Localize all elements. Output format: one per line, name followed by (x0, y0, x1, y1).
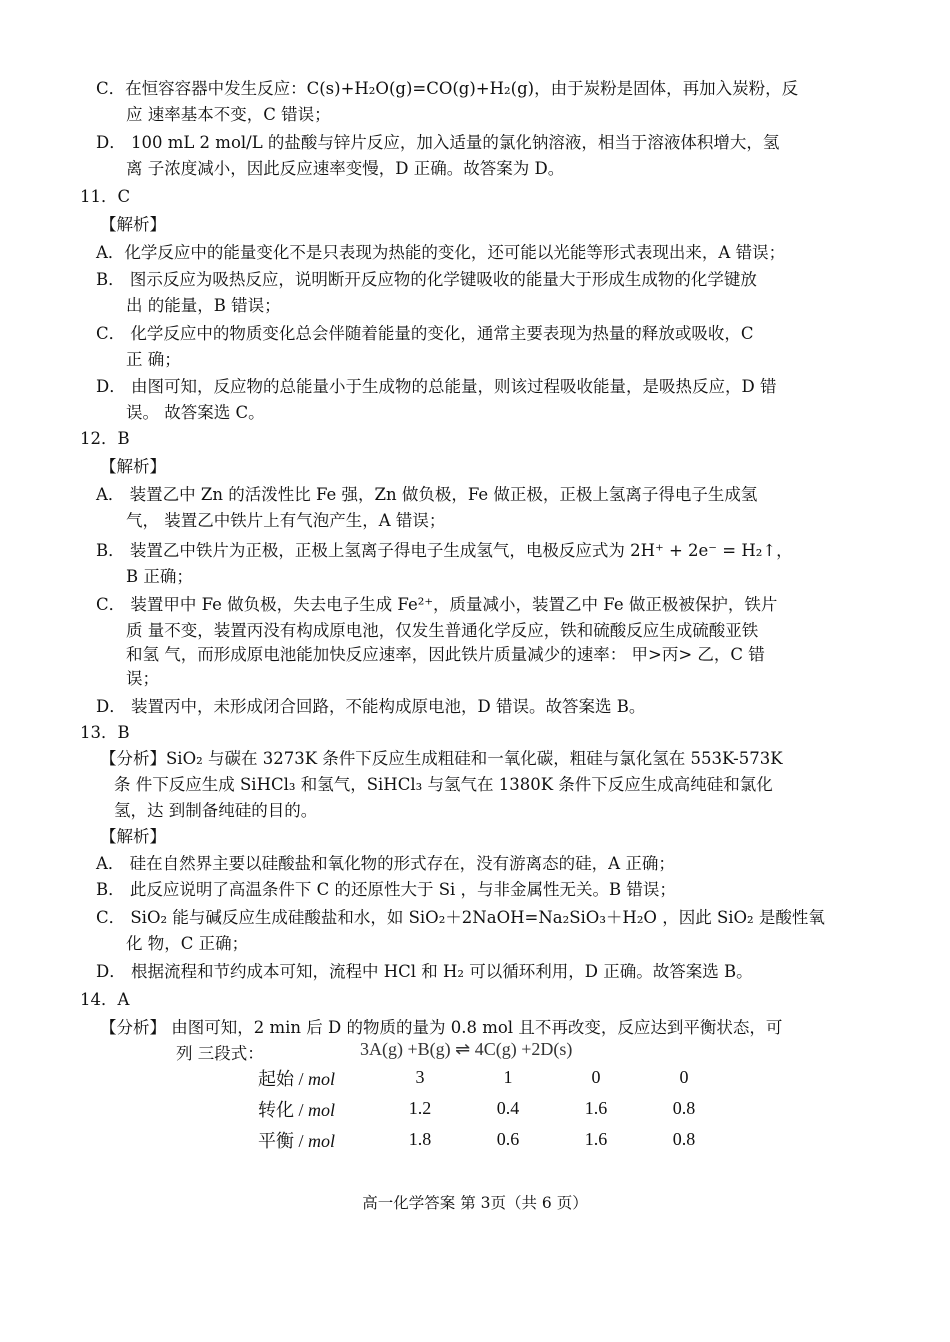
row-label: 平衡 / mol (258, 1130, 336, 1151)
q12-number: 12．B (80, 429, 130, 448)
table-cell: 0.8 (672, 1129, 696, 1149)
q12-option-c-cont4: 误； (126, 669, 159, 688)
q13-fenxi: 【分析】SiO₂ 与碳在 3273K 条件下反应生成粗硅和一氧化碳，粗硅与氯化氢在 553K-573K (100, 749, 783, 768)
row-label: 转化 / mol (258, 1099, 336, 1120)
q11-option-c: C． 化学反应中的物质变化总会伴随着能量的变化，通常主要表现为热量的释放或吸收，C (96, 324, 754, 343)
row-label: 起始 / mol (258, 1068, 336, 1089)
table-row (258, 1124, 728, 1155)
q11-jiexi-tag: 【解析】 (100, 215, 166, 234)
q13-option-a: A． 硅在自然界主要以硅酸盐和氧化物的形式存在，没有游离态的硅，A 正确； (96, 854, 675, 873)
table-cell: 0.6 (496, 1129, 520, 1149)
q10-option-c: C．在恒容容器中发生反应：C(s)+H₂O(g)=CO(g)+H₂(g)，由于炭粉是固体，再加入炭粉，反 (96, 79, 799, 98)
q13-option-c-cont: 化 物，C 正确； (126, 934, 249, 953)
table-row (258, 1093, 728, 1124)
q11-option-c-cont: 正 确； (126, 350, 181, 369)
q12-jiexi-tag: 【解析】 (100, 457, 166, 476)
q10-option-c-cont: 应 速率基本不变，C 错误； (126, 105, 331, 124)
q13-option-c: C． SiO₂ 能与碱反应生成硅酸盐和水，如 SiO₂＋2NaOH=Na₂SiO₃＋H₂O ，因此 SiO₂ 是酸性氧 (96, 908, 825, 927)
q11-option-d: D． 由图可知，反应物的总能量小于生成物的总能量，则该过程吸收能量，是吸热反应，D 错 (96, 377, 777, 396)
table-cell: 0 (679, 1067, 689, 1087)
q12-option-c-cont3: 和氢 气，而形成原电池能加快反应速率，因此铁片质量减少的速率： 甲>丙> 乙，C 错 (126, 645, 765, 664)
q11-option-b-cont: 出 的能量，B 错误； (126, 296, 281, 315)
q14-number: 14．A (80, 990, 130, 1009)
table-cell: 1.6 (584, 1129, 608, 1149)
q12-option-a: A． 装置乙中 Zn 的活泼性比 Fe 强，Zn 做负极，Fe 做正极，正极上氢离子得电子生成氢 (96, 485, 758, 504)
q11-option-a: A．化学反应中的能量变化不是只表现为热能的变化，还可能以光能等形式表现出来，A 错误； (96, 243, 786, 262)
q11-option-d-cont: 误。 故答案选 C。 (126, 403, 265, 422)
q12-option-c: C． 装置甲中 Fe 做负极，失去电子生成 Fe²⁺，质量减小，装置乙中 Fe 做正极被保护，铁片 (96, 595, 778, 614)
q12-option-d: D． 装置丙中，未形成闭合回路，不能构成原电池，D 错误。故答案选 B。 (96, 697, 646, 716)
q13-jiexi-tag: 【解析】 (100, 827, 166, 846)
q13-fenxi-cont2: 氢，达 到制备纯硅的目的。 (114, 801, 318, 820)
table-cell: 0 (591, 1067, 601, 1087)
q12-option-c-cont2: 质 量不变，装置丙没有构成原电池，仅发生普通化学反应，铁和硫酸反应生成硫酸亚铁 (126, 621, 759, 640)
table-cell: 1.2 (408, 1098, 432, 1118)
table-cell: 1.8 (408, 1129, 432, 1149)
table-cell: 0.4 (496, 1098, 520, 1118)
q14-equation: 3A(g) +B(g) ⇌ 4C(g) +2D(s) (360, 1039, 573, 1059)
q14-three-stage-table (258, 1062, 728, 1155)
table-cell: 0.8 (672, 1098, 696, 1118)
q10-option-d-cont: 离 子浓度减小，因此反应速率变慢，D 正确。故答案为 D。 (126, 159, 565, 178)
q13-option-d: D． 根据流程和节约成本可知，流程中 HCl 和 H₂ 可以循环利用，D 正确。故答案选 B。 (96, 962, 753, 981)
table-cell: 1 (503, 1067, 513, 1087)
q11-number: 11．C (80, 187, 131, 206)
q13-number: 13．B (80, 723, 130, 742)
q11-option-b: B． 图示反应为吸热反应，说明断开反应物的化学键吸收的能量大于形成生成物的化学键放 (96, 270, 757, 289)
table-cell: 3 (415, 1067, 425, 1087)
q12-option-a-cont: 气， 装置乙中铁片上有气泡产生，A 错误； (126, 511, 446, 530)
page-footer: 高一化学答案 第 3页（共 6 页） (362, 1194, 588, 1212)
q10-option-d: D． 100 mL 2 mol/L 的盐酸与锌片反应，加入适量的氯化钠溶液，相当于溶液体积增大，氢 (96, 133, 780, 152)
q13-fenxi-cont: 条 件下反应生成 SiHCl₃ 和氢气，SiHCl₃ 与氢气在 1380K 条件下反应生成高纯硅和氯化 (114, 775, 773, 794)
q13-option-b: B． 此反应说明了高温条件下 C 的还原性大于 Si ，与非金属性无关。B 错误； (96, 880, 676, 899)
q12-option-b-cont: B 正确； (126, 567, 193, 586)
q14-fenxi-cont: 列 三段式： (176, 1044, 264, 1063)
table-row (258, 1062, 728, 1093)
q14-fenxi: 【分析】 由图可知，2 min 后 D 的物质的量为 0.8 mol 且不再改变，反应达到平衡状态，可 (100, 1018, 783, 1037)
table-cell: 1.6 (584, 1098, 608, 1118)
q12-option-b: B． 装置乙中铁片为正极，正极上氢离子得电子生成氢气，电极反应式为 2H⁺ + 2e⁻ = H₂↑， (96, 541, 793, 560)
